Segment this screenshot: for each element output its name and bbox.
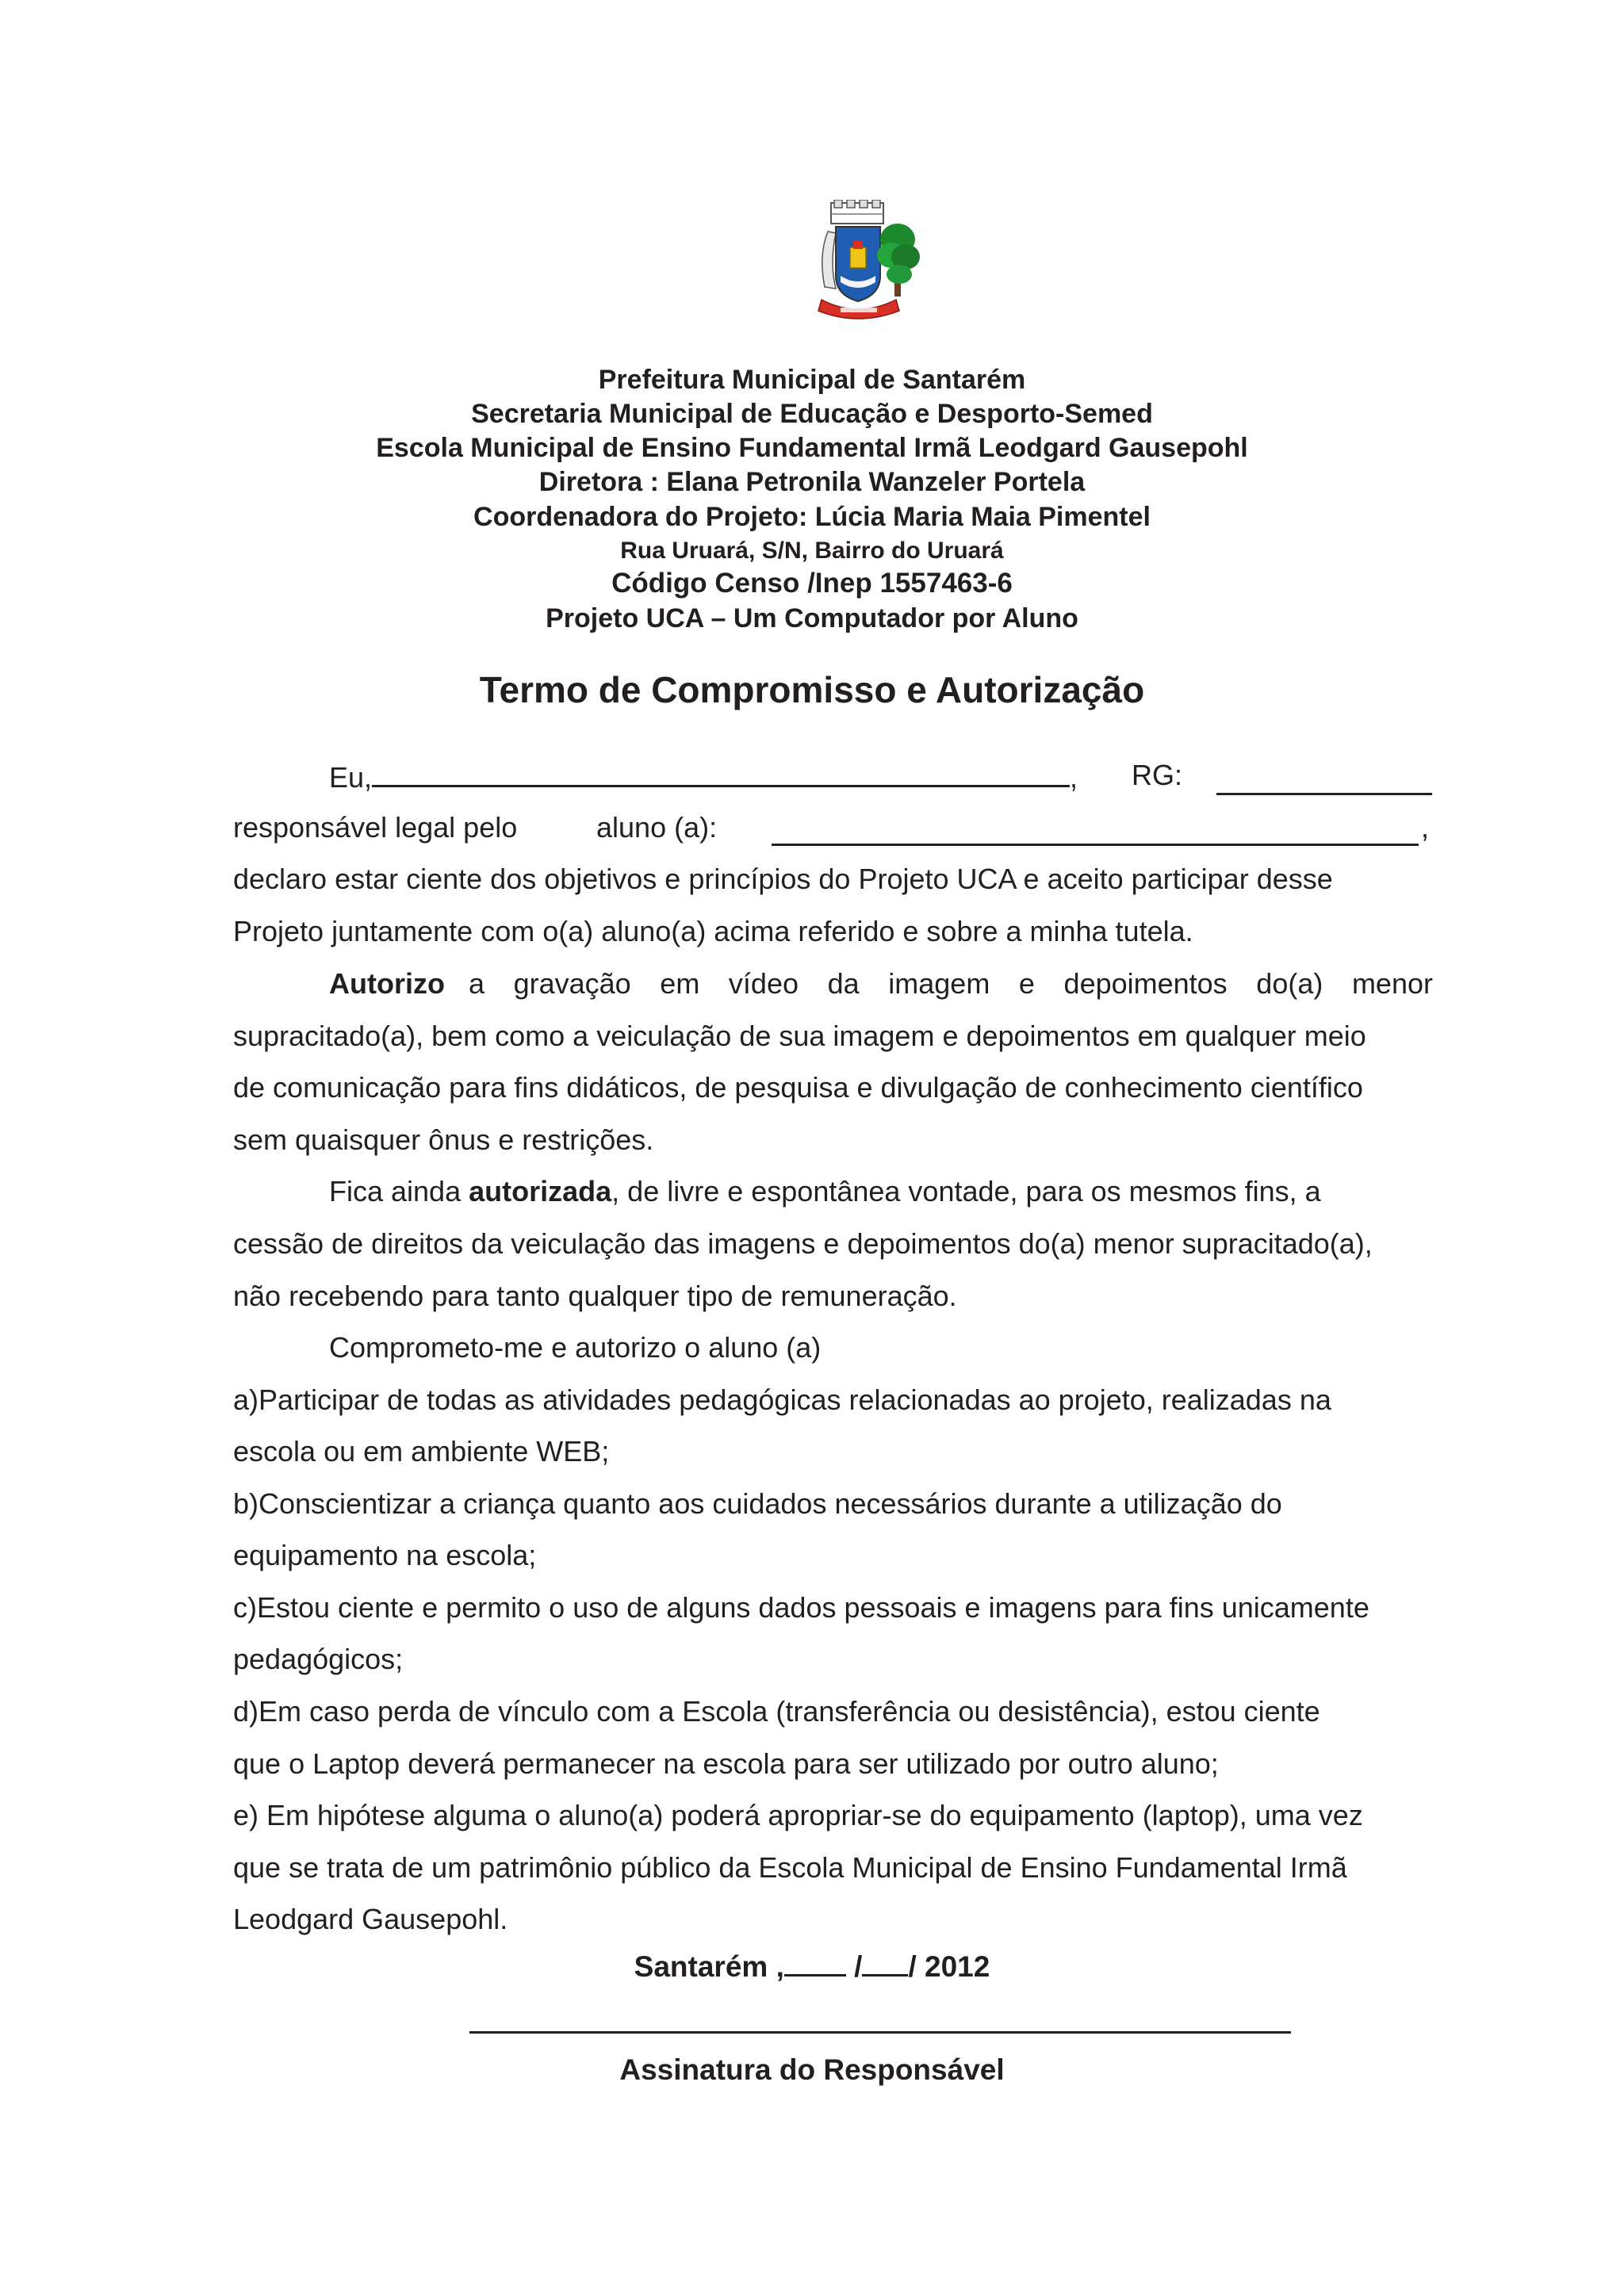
comma: ,: [1421, 811, 1430, 844]
paragraph-3-line-3: não recebendo para tanto qualquer tipo de remuneração.: [233, 1280, 957, 1312]
month-field[interactable]: [862, 1950, 908, 1976]
paragraph-1-line-1: declaro estar ciente dos objetivos e princípios do Projeto UCA e aceito participar desse: [233, 863, 1333, 895]
item-e-line-1: e) Em hipótese alguma o aluno(a) poderá apropriar-se do equipamento (laptop), uma vez: [233, 1799, 1363, 1831]
item-d-line-1: d)Em caso perda de vínculo com a Escola (transferência ou desistência), estou ciente: [233, 1695, 1320, 1728]
item-c-line-2: pedagógicos;: [233, 1643, 404, 1675]
day-field[interactable]: [784, 1950, 846, 1976]
item-e-line-2: que se trata de um patrimônio público da Escola Municipal de Ensino Fundamental Irmã: [233, 1851, 1347, 1884]
coordenadora-line: Coordenadora do Projeto: Lúcia Maria Maia Pimentel: [473, 502, 1151, 532]
item-d-line-2: que o Laptop deverá permanecer na escola para ser utilizado por outro aluno;: [233, 1747, 1219, 1780]
date-year: / 2012: [908, 1950, 990, 1983]
item-a-line-2: escola ou em ambiente WEB;: [233, 1435, 610, 1468]
item-b-line-1: b)Conscientizar a criança quanto aos cuidados necessários durante a utilização do: [233, 1487, 1282, 1520]
address-line: Rua Uruará, S/N, Bairro do Uruará: [620, 538, 1004, 564]
student-name-field[interactable]: [772, 817, 1419, 846]
paragraph-2-line-3: de comunicação para fins didáticos, de pesquisa e divulgação de conhecimento científico: [233, 1071, 1363, 1104]
paragraph-2-line-1: [329, 966, 1433, 1001]
name-field-row: Eu, ,: [329, 758, 1078, 795]
name-field[interactable]: [372, 758, 1070, 787]
escola-line: Escola Municipal de Ensino Fundamental Irmã Leodgard Gausepohl: [376, 433, 1248, 463]
aluno-label: aluno (a):: [596, 811, 718, 844]
item-c-line-1: c)Estou ciente e permito o uso de alguns dados pessoais e imagens para fins unicamente: [233, 1591, 1369, 1624]
eu-label: Eu,: [329, 761, 373, 794]
signature-label: Assinatura do Responsável: [619, 2053, 1005, 2086]
autorizada-keyword: autorizada: [469, 1175, 612, 1207]
document-title: Termo de Compromisso e Autorização: [479, 669, 1145, 710]
item-e-line-3: Leodgard Gausepohl.: [233, 1903, 508, 1935]
rg-label: RG:: [1132, 759, 1183, 791]
paragraph-3-line-1: [329, 1174, 1321, 1209]
item-b-line-2: equipamento na escola;: [233, 1539, 537, 1571]
rg-field-row: [1132, 758, 1182, 793]
date-city: Santarém ,: [634, 1950, 784, 1983]
project-line: Projeto UCA – Um Computador por Aluno: [546, 603, 1078, 633]
fica-ainda-text: Fica ainda: [329, 1175, 462, 1207]
paragraph-2-line-4: sem quaisquer ônus e restrições.: [233, 1123, 654, 1156]
diretora-line: Diretora : Elana Petronila Wanzeler Portela: [538, 467, 1086, 497]
date-line: [0, 1950, 1624, 1984]
paragraph-2-line-1-text: a gravação em vídeo da imagem e depoimentos do(a) menor: [468, 967, 1433, 1000]
rg-field[interactable]: [1216, 766, 1432, 795]
commitment-intro: Comprometo-me e autorizo o aluno (a): [329, 1331, 822, 1364]
prefeitura-line: Prefeitura Municipal de Santarém: [598, 365, 1026, 395]
signature-field[interactable]: [469, 2031, 1291, 2034]
item-a-line-1: a)Participar de todas as atividades pedagógicas relacionadas ao projeto, realizadas na: [233, 1383, 1331, 1416]
paragraph-2-line-2: supracitado(a), bem como a veiculação de sua imagem e depoimentos em qualquer meio: [233, 1020, 1366, 1052]
paragraph-3-line-1-rest: , de livre e espontânea vontade, para os mesmos fins, a: [611, 1175, 1321, 1207]
paragraph-1-line-2: Projeto juntamente com o(a) aluno(a) acima referido e sobre a minha tutela.: [233, 915, 1193, 947]
coat-of-arms-icon: [817, 200, 934, 323]
autorizo-keyword: Autorizo: [329, 967, 445, 1000]
paragraph-2-line-1-rest: [445, 966, 1433, 1001]
secretaria-line: Secretaria Municipal de Educação e Desporto-Semed: [471, 399, 1153, 429]
censo-code-line: Código Censo /Inep 1557463-6: [611, 568, 1013, 599]
responsavel-label: responsável legal pelo: [233, 811, 518, 844]
date-separator-1: /: [854, 1950, 863, 1983]
paragraph-3-line-2: cessão de direitos da veiculação das imagens e depoimentos do(a) menor supracitado(a),: [233, 1227, 1373, 1260]
